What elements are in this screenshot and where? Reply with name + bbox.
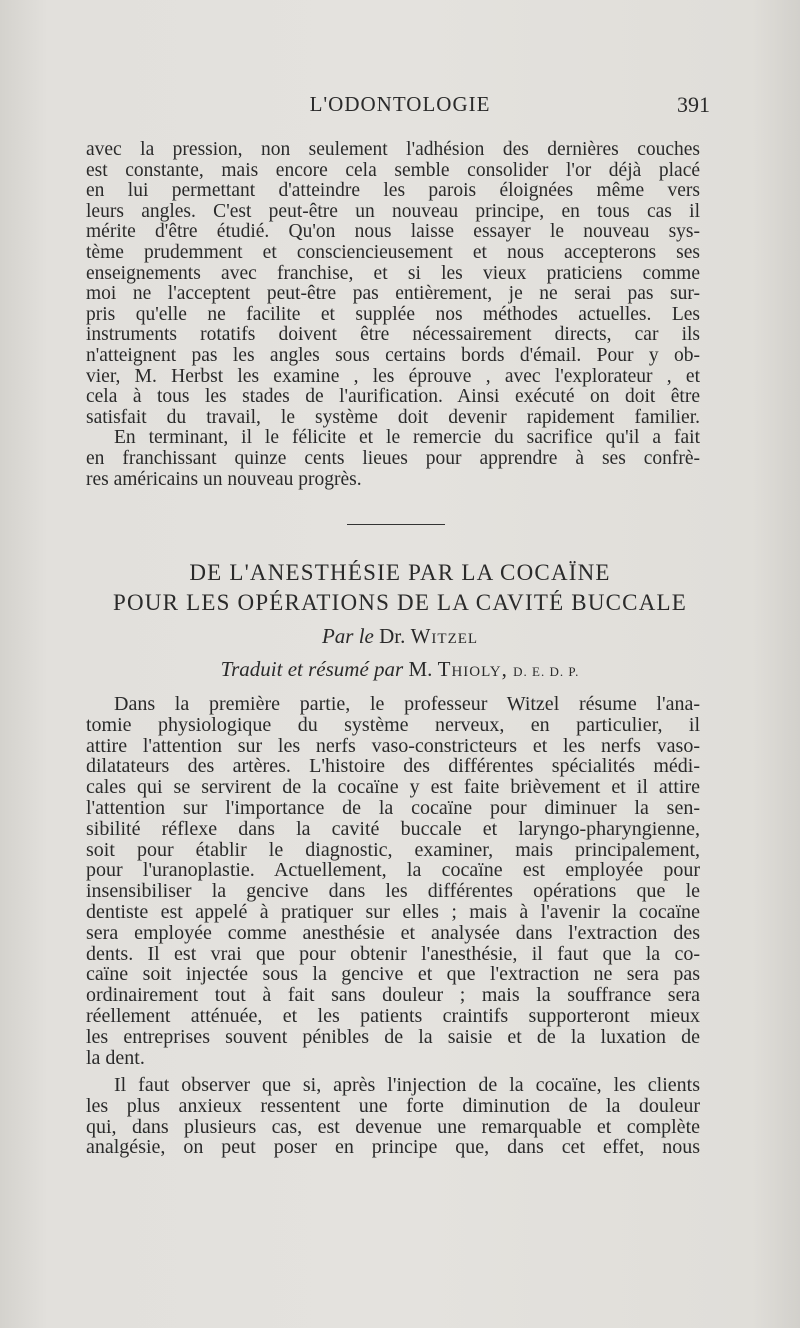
running-head — [0, 92, 800, 122]
text-line: ordinairement tout à fait sans douleur ; mais la souffrance sera — [86, 984, 700, 1007]
text-line: en franchissant quinze cents lieues pour apprendre à ses confrè- — [86, 447, 700, 469]
translator-name: Thioly, — [437, 657, 508, 681]
text-line: En terminant, il le félicite et le remercie du sacrifice qu'il a fait — [114, 427, 700, 449]
text-line: est constante, mais encore cela semble consolider l'or déjà placé — [86, 159, 700, 181]
text-line: les plus anxieux ressentent une forte diminution de la douleur — [86, 1094, 700, 1117]
text-line: moi ne l'acceptent peut-être pas entièrement, je ne serai pas sur- — [86, 283, 700, 305]
author-prefix: Par le — [321, 624, 374, 648]
text-line: caïne soit injectée sous la gencive et que l'extraction ne sera pas — [86, 963, 700, 986]
author-title: Dr. — [379, 624, 406, 648]
page-number: 391 — [677, 92, 710, 117]
text-line: réellement atténuée, et les patients craintifs supporteront mieux — [86, 1004, 700, 1027]
text-line: n'atteignent pas les angles sous certains bords d'émail. Pour y ob- — [86, 344, 700, 366]
previous-article-text — [86, 140, 700, 490]
text-line: l'attention sur l'importance de la cocaïne pour diminuer la sen- — [86, 796, 700, 819]
text-line: vier, M. Herbst les examine , les éprouve , avec l'explorateur , et — [86, 365, 700, 387]
article-paragraph-2 — [86, 1075, 700, 1158]
text-line: sera employée comme anesthésie et analysée dans l'extraction des — [86, 921, 700, 944]
text-line: avec la pression, non seulement l'adhésion des dernières couches — [86, 139, 700, 160]
text-line: satisfait du travail, le système doit devenir rapidement familier. — [86, 406, 700, 428]
text-line: tème prudemment et consciencieusement et nous accepterons ses — [86, 241, 700, 263]
text-line: soit pour établir le diagnostic, examiner, mais principalement, — [86, 838, 700, 861]
author-byline — [0, 624, 800, 649]
text-line: en lui permettant d'atteindre les parois éloignées même vers — [86, 180, 700, 202]
text-line: pour l'uranoplastie. Actuellement, la cocaïne est employée pour — [86, 859, 700, 882]
text-line: attire l'attention sur les nerfs vaso-constricteurs et les nerfs vaso- — [86, 734, 700, 757]
text-line: qui, dans plusieurs cas, est devenue une remarquable et complète — [86, 1115, 700, 1138]
text-line: dentiste est appelé à pratiquer sur elles ; mais à l'avenir la cocaïne — [86, 900, 700, 923]
translator-degree: D. E. D. P. — [513, 664, 580, 679]
text-line: mérite d'être étudié. Qu'on nous laisse essayer le nouveau sys- — [86, 221, 700, 243]
translator-prefix: Traduit et résumé par — [220, 657, 404, 681]
text-line: instruments rotatifs doivent être nécessairement directs, car ils — [86, 324, 700, 346]
text-line: analgésie, on peut poser en principe que, dans cet effet, nous — [86, 1136, 700, 1159]
text-line: la dent. — [86, 1046, 145, 1069]
text-line: les entreprises souvent pénibles de la saisie et de la luxation de — [86, 1025, 700, 1048]
text-line: pris qu'elle ne facilite et supplée nos méthodes actuelles. Les — [86, 303, 700, 325]
text-line: res américains un nouveau progrès. — [86, 468, 362, 490]
text-line: Il faut observer que si, après l'injection de la cocaïne, les clients — [114, 1074, 700, 1096]
text-line: dilatateurs des artères. L'histoire des différentes spécialités médi- — [86, 755, 700, 778]
translator-byline — [0, 657, 800, 682]
text-line: Dans la première partie, le professeur Witzel résume l'ana- — [114, 693, 700, 715]
text-line: tomie physiologique du système nerveux, en particulier, il — [86, 713, 700, 736]
text-line: insensibiliser la gencive dans les différentes opérations que le — [86, 880, 700, 903]
text-line: enseignements avec franchise, et si les vieux praticiens comme — [86, 262, 700, 284]
article-title-line-1: DE L'ANESTHÉSIE PAR LA COCAÏNE — [189, 560, 611, 585]
text-line: leurs angles. C'est peut-être un nouveau principe, en tous cas il — [86, 200, 700, 222]
text-line: sibilité réflexe dans la cavité buccale et laryngo-pharyngienne, — [86, 817, 700, 840]
text-line: dents. Il est vrai que pour obtenir l'anesthésie, il faut que la co- — [86, 942, 700, 965]
journal-title: L'ODONTOLOGIE — [309, 92, 491, 116]
article-title-line-2: POUR LES OPÉRATIONS DE LA CAVITÉ BUCCALE — [112, 590, 688, 615]
text-line: cales qui se servirent de la cocaïne y est faite brièvement et il attire — [86, 776, 700, 799]
section-divider — [347, 524, 445, 525]
author-name: Witzel — [410, 624, 479, 648]
text-line: cela à tous les stades de l'aurification. Ainsi exécuté on doit être — [86, 386, 700, 408]
article-paragraph-1 — [86, 694, 700, 1068]
translator-title: M. — [408, 657, 433, 681]
